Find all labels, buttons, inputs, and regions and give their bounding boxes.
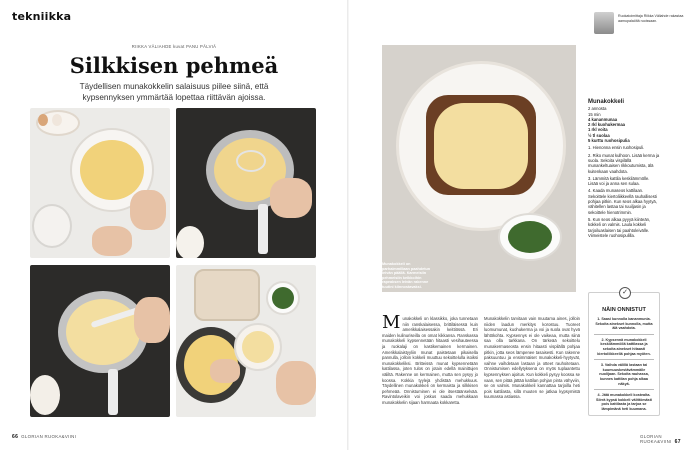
tip-item: 4. Jätä munakokkeli kostealta. Siirrä kypsä kokkeli välittömästi pois kattilasta ja tarjoa se lämpimänä heti kuumana.	[596, 393, 652, 411]
step-photo-1	[30, 108, 170, 258]
recipe-box	[588, 100, 660, 238]
byline: RIIKKA VÄLIAHDE kuvat PANU PÄLVIÄ	[131, 44, 217, 49]
pot-handle	[108, 369, 118, 415]
recipe-step: 2. Riko munat kulhoon. Lisää kerma ja suola. Sekoita vispilällä munankeltuaisen rikkoutumista, älä kuitenkaan vaahdota.	[588, 152, 660, 174]
tips-icon: ✓	[619, 287, 631, 299]
egg-shell	[52, 114, 62, 126]
cup	[30, 375, 60, 415]
tips-title: NÄIN ONNISTUT	[602, 307, 646, 313]
step-photo-3	[30, 265, 170, 417]
hand	[270, 178, 312, 218]
author-note: Ruokatoimittaja Riikka Väliahde rakastaa aamupalaöltä ruoissaan.	[618, 14, 684, 23]
author-photo	[594, 12, 614, 34]
page-number: 67	[674, 439, 681, 445]
recipe-step: 4. Kaada munaseos kattilaan. Sekoittele kiertoliikkeellä rauhallisesti pohjaa pitkin. Kun seos alkaa hyytyä, vähitellen lastaa tai ruuiljasin ja sekoittele hienotrimmin.	[588, 188, 657, 215]
tip-item: 1. Saasi kunnolla kananmunia. Sekoita ainekset kunnolla, mutta älä vaahdota.	[594, 317, 654, 335]
chives	[272, 287, 294, 309]
step-photo-4	[176, 265, 316, 417]
section-tag: tekniikka	[12, 10, 72, 23]
recipe-step: 1. Hienonna ensin ruohosipuli.	[588, 145, 645, 151]
author-box	[594, 12, 694, 36]
chives	[508, 221, 552, 253]
recipe-time: 15 min	[588, 111, 601, 117]
recipe-yield: 2 annosta	[588, 106, 607, 112]
hand	[92, 226, 132, 256]
ingredient: 1 rkl voita	[588, 127, 608, 133]
folio-label: GLORIAN RUOKA&VIINI	[21, 434, 77, 439]
folio-label: GLORIAN RUOKA&VIINI	[640, 434, 672, 444]
cup	[176, 226, 204, 258]
recipe-title: Munakokkeli	[588, 99, 625, 105]
body-text: Munakokkelin tarvitaan vain muutama aines, jolloin niiden laadun merkitys korostuu. Tuoreet luomumunat, kuohukerma ja voi ja suola ovat hyvä lähtökohta. Kypsennys ei ole vaikeaa, mutta siinä saa olla tarkkana. On tärkeää sekoittelu munakermaseosta ensin hitaasti vispilällä pohjaa pitkin, jotta seos lämpenee tasaisesti. Kun rakenne paksuuntuu ja ensimmäiset munakokkeli-hyytyvät, vaihne vaihdetaan lastaan ja otteet rauhoitetaan. Onnistumisen edellytyksenä on myös tuplaantettu kypsennyksen ajoitus. Kun kokkeli pysyy koossa se vaan, sen pitää jättää kattilan pohjan pinta vähyviin, se on valmis. Munakokkeli kannattaa tarjoilla heti pois kattilasta, sillä muuten se jatkaa kypsymistä kuumassa astiassa.	[484, 316, 580, 400]
body-text: unakokkeli on klassikko, joka tunnetaan niin ranskalaisessa, brittiläisessä kuin amerikkalaisessakin keittiössä. Eri maiden kulinuriseilla on omat kikkansa. Ranskassa munakokkeli kypsennetään hitaasti vesihauteessa ja ruokalaji on kastikemainen kermainen. Amerikkalaistyyliin munat paistetaan pikaisella pannulla, jolloin kokkeli muuttuu sekoittelulla isoiksi munakokkeliksi. Britteissä munat kypsennetään kattilassa, joten tulos on jotain edellä mainittujen väliltä. Rakenne on kermainen, mutta sen pysyy jo koossa. Kokkia tyylejä yhdistää mehukkuus. Täydellinen munakokkeli on kermaista ja silkkisen pehmeää. Onnistuminen ei ole itsestäänselvää. Ravintolaveikin voi joskus saada mehukkaan munakokkelin sijaan harmaata kokkaretta.	[382, 316, 478, 405]
folio-right	[640, 434, 696, 445]
egg-shell	[38, 114, 48, 126]
pot-handle	[258, 204, 268, 254]
hero-photo	[382, 45, 576, 292]
bread-slices	[194, 269, 260, 321]
article-title: Silkkisen pehmeä	[69, 53, 279, 78]
step-photo-2	[176, 108, 316, 258]
hand	[210, 359, 240, 383]
drop-cap: M	[382, 312, 401, 333]
hand	[134, 297, 170, 343]
ingredient: ½ tl suolaa	[588, 132, 610, 138]
tip-item: 3. Vaihda välillä lastaan tai kuumuuskestävämmälle nuolijaan. Sekoita rauhassa, kunnes kattilan pohja alkaa näkyä.	[594, 363, 654, 390]
egg-mixture	[80, 140, 144, 200]
scrambled-egg	[242, 331, 274, 363]
salt-bowl	[32, 204, 72, 248]
article-lede: Täydellisen munakokkelin salaisuus piilee siinä, että kypsennyksen ymmärtää lopettaa riittävän ajoissa.	[79, 82, 269, 102]
recipe-step: 5. Kun seos alkaa pyyyä kiinteän, kokkeli on valmis. Laula kokkeli tarjoiluaslaisen tai paahtoleivälle. Viimeistele ruohosipulilla.	[588, 216, 651, 238]
tips-box	[588, 289, 660, 416]
folio-left	[12, 434, 76, 440]
hand	[276, 361, 316, 405]
ingredient: 4 kananmunaa	[588, 116, 618, 122]
body-column-2	[484, 316, 580, 400]
ingredient: 5 kurttu ruohosipulia	[588, 138, 630, 144]
body-column-1	[382, 312, 478, 406]
tip-item: 2. Kypsennä munakokkeli keskilämmöllä kattilassa ja sekoita ainekset hitaasti kiertoliikkeellä pohjaa myöten.	[594, 338, 654, 360]
page-number: 66	[12, 434, 19, 440]
recipe-step: 3. Lämmitä kattila keskilämmölle. Lisää voi ja anna sen sulaa.	[588, 175, 650, 187]
ingredient: 2 rkl kuohukermaa	[588, 122, 626, 128]
hand	[130, 190, 166, 230]
photo-caption: Munakokkeli on parhaimmillaan paahdetun leivän päällä. Karmeisiin pehmeisiin keikkoihin rapeaksen leivän rakenne tuutini kiinnostavaksi.	[382, 262, 431, 289]
whisk	[236, 150, 266, 172]
scrambled-egg	[434, 103, 528, 189]
